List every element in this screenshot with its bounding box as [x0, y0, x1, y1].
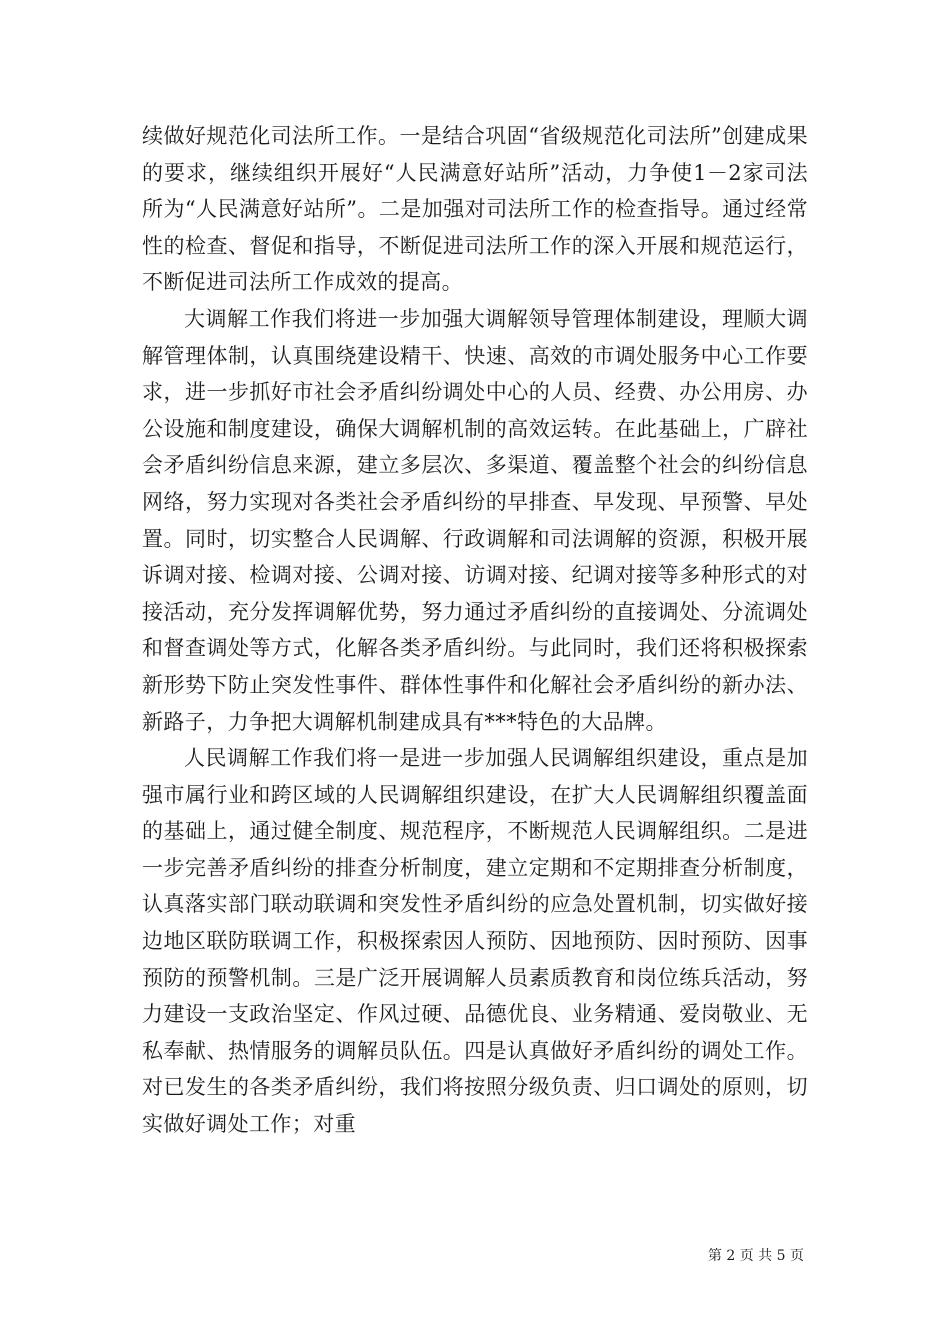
paragraph-continued: 续做好规范化司法所工作。一是结合巩固“省级规范化司法所”创建成果的要求，继续组织开展好“人民满意好站所”活动，力争使1－2家司法所为“人民满意好站所”。二是加强对司法所工作的检查指导。通过经常性的检查、督促和指导，不断促进司法所工作的深入开展和规范运行，不断促进司法所工作成效的提高。: [142, 124, 808, 295]
paragraph-people-mediation: 人民调解工作我们将一是进一步加强人民调解组织建设，重点是加强市属行业和跨区域的人民调解组织建设，在扩大人民调解组织覆盖面的基础上，通过健全制度、规范程序，不断规范人民调解组织。二是进一步完善矛盾纠纷的排查分析制度，建立定期和不定期排查分析制度，认真落实部门联动联调和突发性矛盾纠纷的应急处置机制，切实做好接边地区联防联调工作，积极探索因人预防、因地预防、因时预防、因事预防的预警机制。三是广泛开展调解人员素质教育和岗位练兵活动，努力建设一支政治坚定、作风过硬、品德优良、业务精通、爱岗敬业、无私奉献、热情服务的调解员队伍。四是认真做好矛盾纠纷的调处工作。对已发生的各类矛盾纠纷，我们将按照分级负责、归口调处的原则，切实做好调处工作；对重: [142, 746, 808, 1137]
document-body: [142, 118, 808, 1143]
paragraph-mediation: 大调解工作我们将进一步加强大调解领导管理体制建设，理顺大调解管理体制，认真围绕建设精干、快速、高效的市调处服务中心工作要求，进一步抓好市社会矛盾纠纷调处中心的人员、经费、办公用房、办公设施和制度建设，确保大调解机制的高效运转。在此基础上，广辟社会矛盾纠纷信息来源，建立多层次、多渠道、覆盖整个社会的纠纷信息网络，努力实现对各类社会矛盾纠纷的早排查、早发现、早预警、早处置。同时，切实整合人民调解、行政调解和司法调解的资源，积极开展诉调对接、检调对接、公调对接、访调对接、纪调对接等多种形式的对接活动，充分发挥调解优势，努力通过矛盾纠纷的直接调处、分流调处和督查调处等方式，化解各类矛盾纠纷。与此同时，我们还将积极探索新形势下防止突发性事件、群体性事件和化解社会矛盾纠纷的新办法、新路子，力争把大调解机制建成具有***特色的大品牌。: [142, 306, 808, 734]
page-number: 第 2 页 共 5 页: [707, 1248, 804, 1264]
